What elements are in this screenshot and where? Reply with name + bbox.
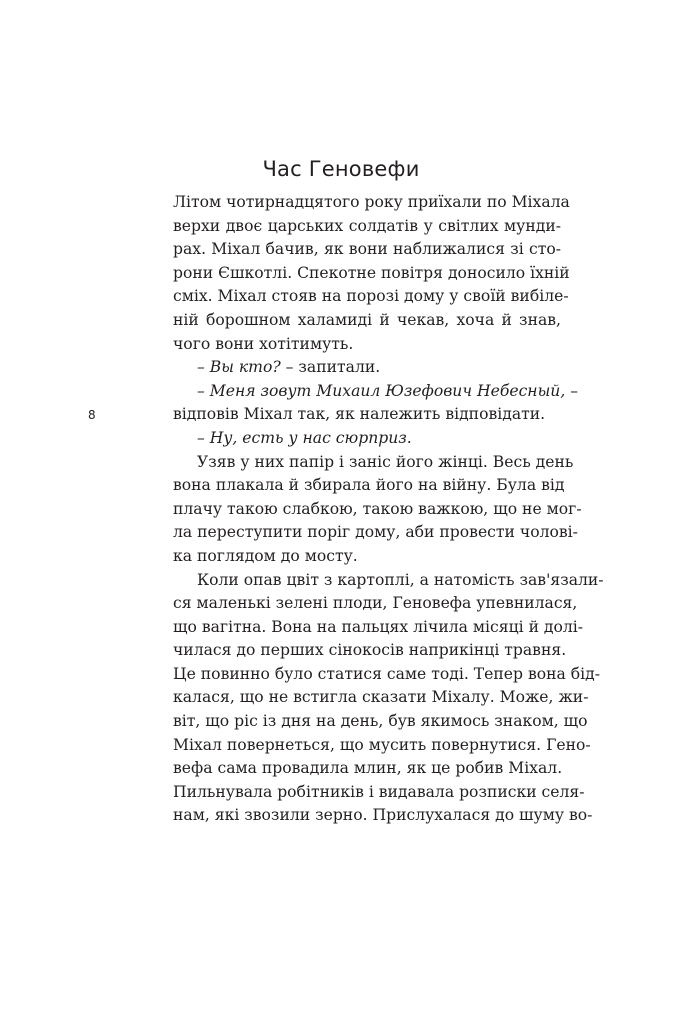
- dialogue-line: [173, 380, 579, 404]
- text-line: сміх. Міхал стояв на порозі дому у своїй вибіле-: [173, 287, 569, 306]
- dialogue-line: [173, 356, 561, 380]
- text-line: Літом чотирнадцятого року приїхали по Міхала: [173, 193, 570, 211]
- dialogue-line: – Ну, есть у нас сюрприз.: [197, 428, 412, 447]
- text-line: плачу такою слабкою, такою важкою, що не мог-: [173, 499, 582, 518]
- text-line: Узяв у них папір і заніс його жінці. Весь день: [197, 452, 574, 471]
- text-line: верхи двоє царських солдатів у світлих мунди-: [173, 216, 561, 235]
- dialogue-russian-text: – Меня зовут Михаил Юзефович Небесный,: [197, 381, 566, 400]
- text-line: чого вони хотітимуть.: [173, 334, 354, 353]
- text-line: вефа сама провадила млин, як це робив Міхал.: [173, 759, 563, 778]
- text-line: Пильнувала робітників і видавала розписки селя-: [173, 782, 585, 801]
- text-line: вона плакала й збирала його на війну. Була від: [173, 476, 565, 495]
- dialogue-russian-text: – Вы кто?: [197, 358, 281, 377]
- text-line: ся маленькі зелені плоди, Геновефа упевнилася,: [173, 594, 578, 613]
- text-line: ній борошном халамиді й чекав, хоча й знав,: [173, 310, 561, 329]
- dialogue-narration: –: [565, 381, 579, 400]
- text-line: що вагітна. Вона на пальцях лічила місяці й долі-: [173, 617, 584, 636]
- text-line: Це повинно було статися саме тоді. Тепер вона бід-: [173, 664, 601, 683]
- text-line: чилася до перших сінокосів наприкінці травня.: [173, 641, 567, 660]
- text-line: калася, що не встигла сказати Міхалу. Може, жи-: [173, 688, 589, 707]
- body-text: [173, 191, 604, 828]
- page-number: 8: [88, 408, 96, 422]
- text-line: віт, що ріс із дня на день, був якимось знаком, що: [173, 712, 588, 731]
- text-line: Міхал повернеться, що мусить повернутися. Гено-: [173, 735, 591, 754]
- text-line: Коли опав цвіт з картоплі, а натомість зав'язали-: [197, 570, 604, 589]
- text-line: ла переступити поріг дому, аби провести чолові-: [173, 523, 578, 542]
- text-line: відповів Міхал так, як належить відповідати.: [173, 405, 546, 424]
- text-line: рони Єшкотлі. Спекотне повітря доносило їхній: [173, 263, 570, 282]
- text-line: рах. Міхал бачив, як вони наближалися зі сто-: [173, 240, 561, 259]
- chapter-title: Час Геновефи: [262, 157, 420, 182]
- text-line: нам, які звозили зерно. Прислухалася до шуму во-: [173, 806, 593, 825]
- text-line: ка поглядом до мосту.: [173, 546, 358, 565]
- dialogue-narration: – запитали.: [280, 358, 381, 377]
